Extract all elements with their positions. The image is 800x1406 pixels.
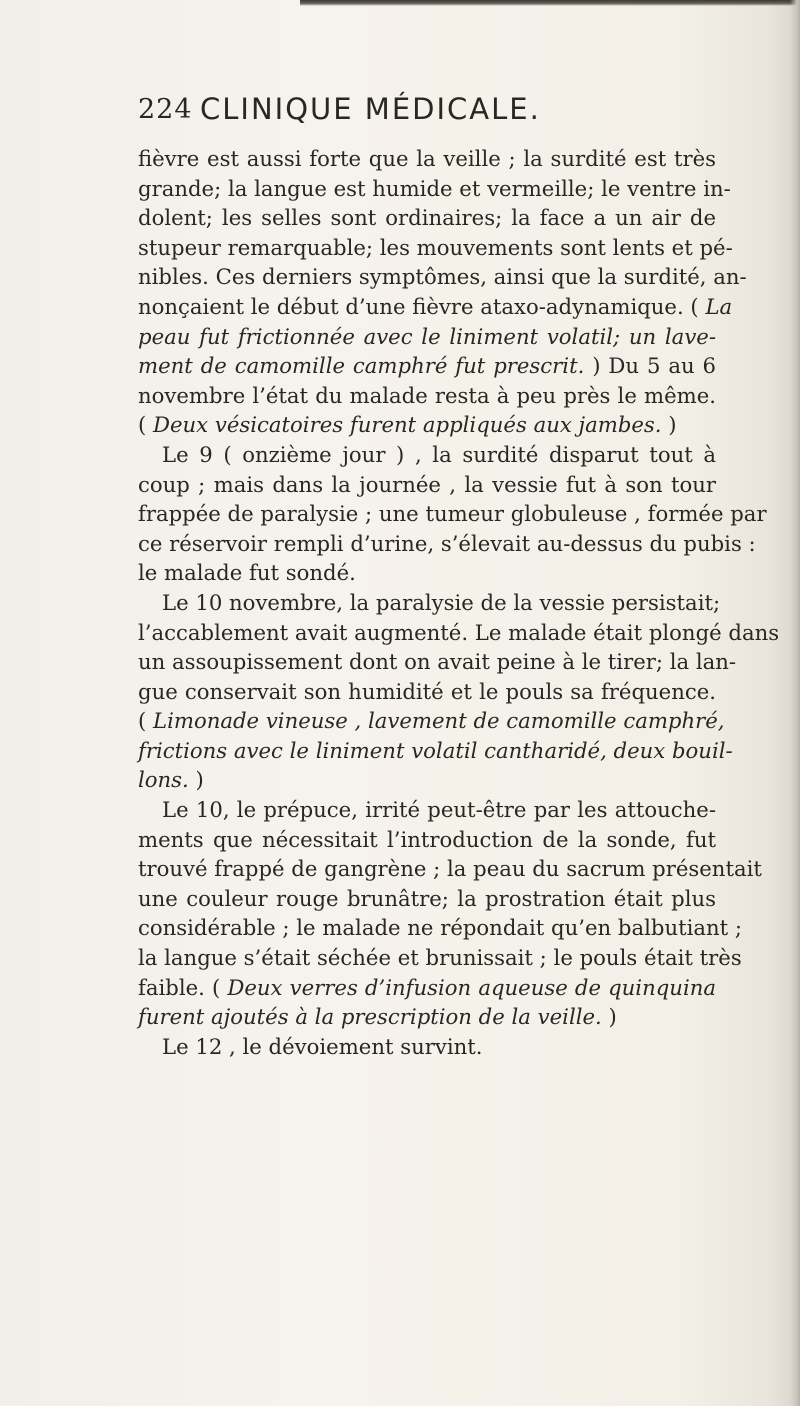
text-line [138, 618, 780, 648]
text-line [138, 203, 716, 233]
italic-text-segment: frictions avec le liniment volatil cantharidé, deux bouil- [138, 737, 733, 763]
text-line [138, 647, 737, 677]
text-segment: ments que nécessitait l’introduction de la sonde, fut [138, 826, 716, 852]
text-line [138, 558, 716, 588]
page-number: 224 [138, 94, 193, 125]
text-segment: gue conservait son humidité et le pouls sa fréquence. [138, 678, 716, 704]
text-segment: Le 10, le prépuce, irrité peut-être par les attouche- [162, 797, 716, 823]
text-line [138, 765, 716, 795]
text-segment: grande; la langue est humide et vermeille; le ventre in- [138, 175, 731, 201]
body-text [138, 144, 780, 1061]
text-segment: novembre l’état du malade resta à peu près le même. [138, 382, 716, 408]
text-segment: un assoupissement dont on avait peine à le tirer; la lan- [138, 649, 737, 675]
text-line [138, 174, 731, 204]
text-line [138, 736, 733, 766]
page-header [138, 92, 698, 132]
text-line [138, 529, 756, 559]
text-line [138, 322, 716, 352]
text-line [138, 677, 716, 707]
text-line [138, 410, 716, 440]
text-segment: stupeur remarquable; les mouvements sont lents et pé- [138, 234, 733, 260]
italic-text-segment: Limonade vineuse , lavement de camomille camphré, [153, 708, 725, 734]
text-line [138, 588, 721, 618]
text-segment: l’accablement avait augmenté. Le malade était plongé dans [138, 619, 780, 645]
text-segment: ) Du 5 au 6 [584, 353, 716, 379]
text-segment: nibles. Ces derniers symptômes, ainsi que la surdité, an- [138, 264, 747, 290]
text-segment: fièvre est aussi forte que la veille ; la surdité est très [138, 146, 716, 171]
text-segment: le malade fut sondé. [138, 560, 356, 586]
text-segment: considérable ; le malade ne répondait qu’en balbutiant ; [138, 915, 743, 941]
text-line [138, 973, 716, 1003]
text-line [138, 440, 716, 470]
text-segment: faible. ( [138, 974, 228, 1000]
italic-text-segment: Deux vésicatoires furent appliqués aux jambes. [153, 412, 662, 438]
text-line [138, 262, 747, 292]
page-edge-shadow [790, 0, 800, 1406]
text-segment: trouvé frappé de gangrène ; la peau du sacrum présentait [138, 856, 762, 882]
text-segment: ) [661, 412, 677, 438]
text-line [138, 381, 716, 411]
text-segment: ) [601, 1004, 617, 1030]
text-line [138, 1032, 716, 1062]
text-line [138, 795, 716, 825]
text-segment: ( [138, 412, 154, 438]
text-segment: la langue s’était séchée et brunissait ; le pouls était très [138, 945, 742, 971]
text-segment: ) [188, 767, 204, 793]
text-line [138, 706, 725, 736]
text-segment: nonçaient le début d’une fièvre ataxo-adynamique. ( [138, 293, 706, 319]
text-line [138, 144, 716, 174]
text-line [138, 913, 743, 943]
text-line [138, 943, 742, 973]
text-line [138, 825, 716, 855]
text-segment: Le 9 ( onzième jour ) , la surdité disparut tout à [162, 441, 716, 467]
text-segment: Le 12 , le dévoiement survint. [162, 1033, 483, 1059]
text-line [138, 292, 733, 322]
italic-text-segment: peau fut frictionnée avec le liniment volatil; un lave- [138, 323, 716, 349]
text-segment: dolent; les selles sont ordinaires; la face a un air de [138, 205, 716, 231]
text-segment: frappée de paralysie ; une tumeur globuleuse , formée par [138, 501, 767, 527]
text-line [138, 470, 716, 500]
text-segment: une couleur rouge brunâtre; la prostration était plus [138, 885, 716, 911]
text-line [138, 233, 733, 263]
running-title: CLINIQUE MÉDICALE. [200, 92, 541, 126]
top-rule [300, 0, 800, 6]
text-line [138, 351, 716, 381]
text-segment: ce réservoir rempli d’urine, s’élevait au-dessus du pubis : [138, 530, 756, 556]
italic-text-segment: La [705, 293, 733, 319]
text-segment: Le 10 novembre, la paralysie de la vessie persistait; [162, 589, 721, 615]
italic-text-segment: Deux verres d’infusion aqueuse de quinquina [227, 974, 716, 1000]
text-segment: coup ; mais dans la journée , la vessie fut à son tour [138, 471, 716, 497]
text-line [138, 499, 767, 529]
italic-text-segment: lons. [138, 767, 189, 793]
text-line [138, 884, 716, 914]
text-line [138, 1002, 716, 1032]
italic-text-segment: furent ajoutés à la prescription de la veille. [138, 1004, 602, 1030]
text-line [138, 854, 762, 884]
italic-text-segment: ment de camomille camphré fut prescrit. [138, 353, 585, 379]
text-segment: ( [138, 708, 154, 734]
